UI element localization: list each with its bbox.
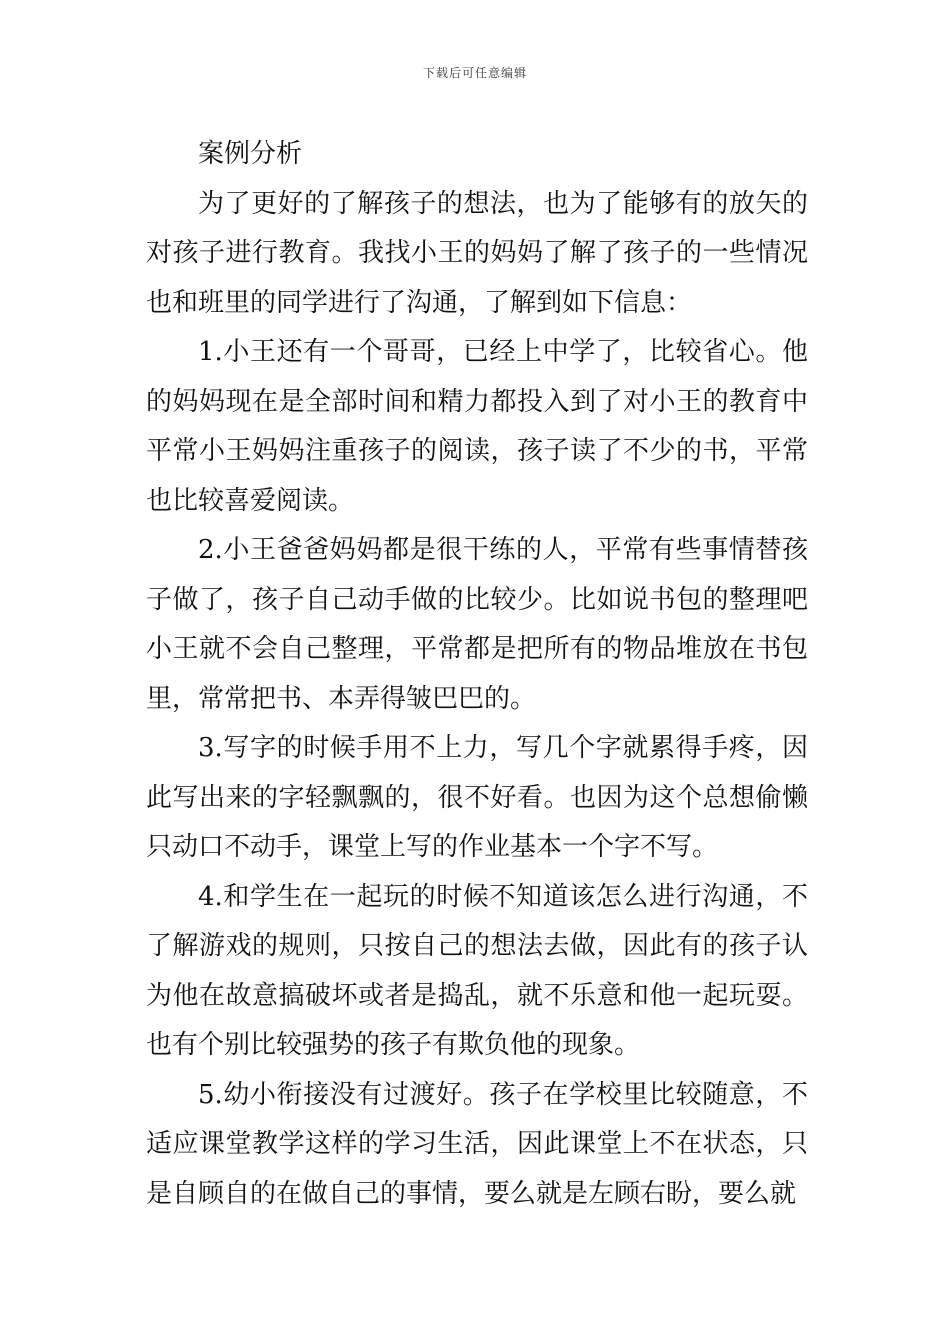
paragraph-item-2: 2.小王爸爸妈妈都是很干练的人，平常有些事情替孩子做了，孩子自己动手做的比较少。比如说书包的整理吧小王就不会自己整理，平常都是把所有的物品堆放在书包里，常常把书、本弄得皱巴巴的。 <box>146 535 808 714</box>
section-heading: 案例分析 <box>198 139 303 169</box>
page-header-note: 下载后可任意编辑 <box>422 66 527 80</box>
paragraph-item-1: 1.小王还有一个哥哥，已经上中学了，比较省心。他的妈妈现在是全部时间和精力都投入到了对小王的教育中平常小王妈妈注重孩子的阅读，孩子读了不少的书，平常也比较喜爱阅读。 <box>146 337 808 516</box>
paragraph-item-5: 5.幼小衔接没有过渡好。孩子在学校里比较随意，不适应课堂教学这样的学习生活，因此课堂上不在状态，只是自顾自的在做自己的事情，要么就是左顾右盼，要么就 <box>146 1079 808 1209</box>
paragraph-item-3: 3.写字的时候手用不上力，写几个字就累得手疼，因此写出来的字轻飘飘的，很不好看。也因为这个总想偷懒只动口不动手，课堂上写的作业基本一个字不写。 <box>146 733 808 862</box>
document-body <box>146 130 808 1219</box>
paragraph-item-4: 4.和学生在一起玩的时候不知道该怎么进行沟通，不了解游戏的规则，只按自己的想法去做，因此有的孩子认为他在故意搞破坏或者是捣乱，就不乐意和他一起玩耍。也有个别比较强势的孩子有欺负他的现象。 <box>146 881 808 1060</box>
paragraph-intro: 为了更好的了解孩子的想法，也为了能够有的放矢的对孩子进行教育。我找小王的妈妈了解了孩子的一些情况也和班里的同学进行了沟通，了解到如下信息： <box>146 188 808 318</box>
